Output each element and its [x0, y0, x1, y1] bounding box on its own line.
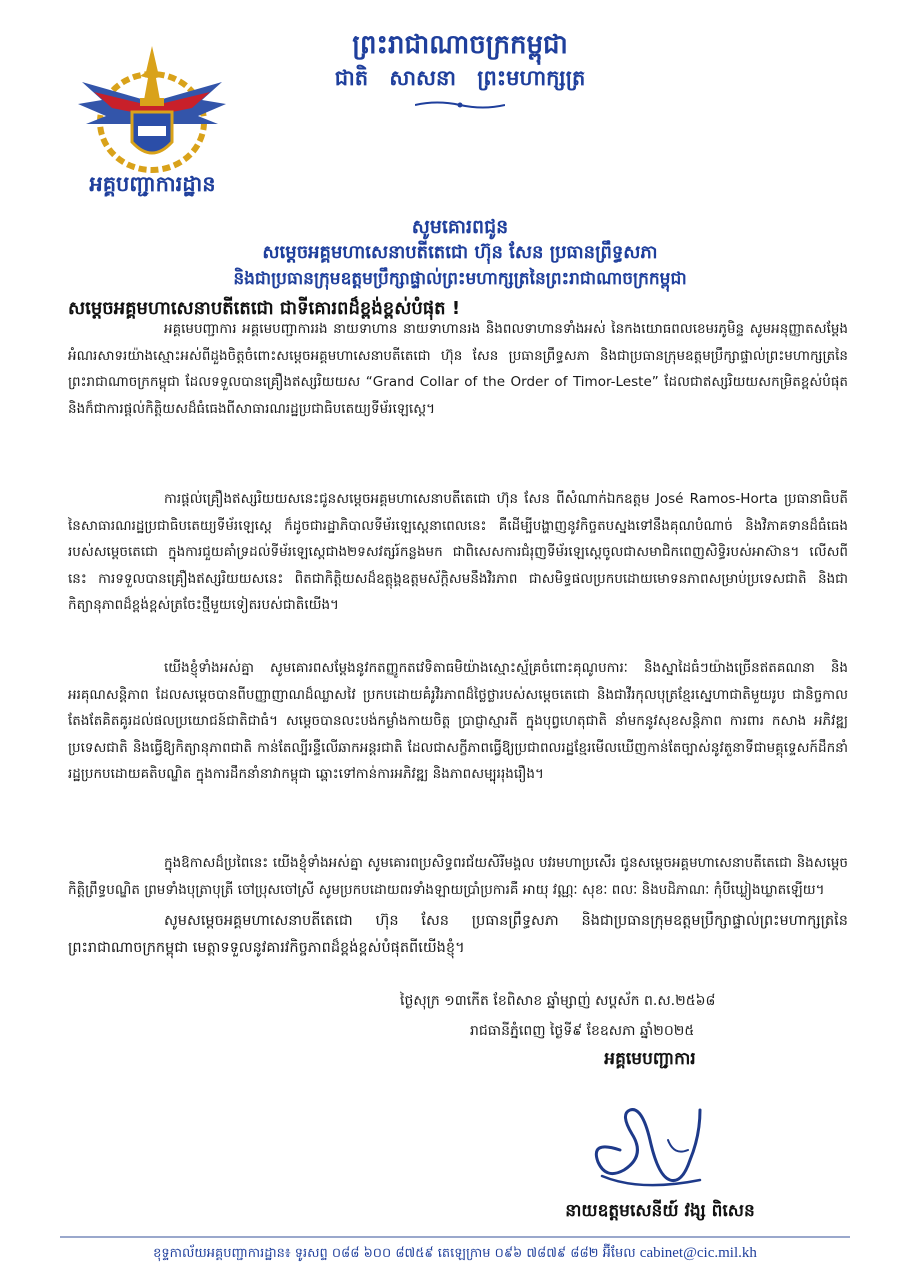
footer-divider [60, 1236, 850, 1238]
paragraph-3: យើងខ្ញុំទាំងអស់គ្នា សូមគោរពសម្តែងនូវកតញ្ញូកតវេទិតាធមិយ៉ាងស្មោះស្ម័គ្រចំពោះគុណូបការៈ និងស្នាដៃធំៗយ៉ាងច្រើនឥតគណនា និងអរគុណសន្តិភាព ដែលសម្តេចបានពីបញ្ញាញាណដ៏ឈ្លាសវៃ ប្រកបដោយគំរូវិរភាពដ៏ថ្លៃថ្លារបស់សម្តេចតេជោ និងជាវីរកុលបុត្រខ្មែរស្នេហាជាតិមួយរូប ជានិច្ចកាលតែងតែគិតគូរដល់ផលប្រយោជន៍ជាតិជាធំ។ សម្តេចបានលះបង់កម្លាំងកាយចិត្ត ប្រាជ្ញាស្មារតី ក្នុងបុព្វហេតុជាតិ នាំមកនូវសុខសន្តិភាព ការពារ កសាង អភិវឌ្ឍប្រទេសជាតិ និងធ្វើឱ្យកិត្យានុភាពជាតិ កាន់តែល្បីរន្ទឺលើឆាកអន្តរជាតិ ដែលជាសក្ខីភាពធ្វើឱ្យប្រជាពលរដ្ឋខ្មែរមើលឃើញកាន់តែច្បាស់នូវតួនាទីជាមគ្គុទ្ទេសក៍ដឹកនាំរដ្ឋប្រកបដោយគតិបណ្ឌិត ក្នុងការដឹកនាំនាវាកម្ពុជា ឆ្ពោះទៅកាន់ការអភិវឌ្ឍ និងភាពសម្បុររុងរឿង។ [68, 660, 848, 783]
kingdom-title: ព្រះរាជាណាចក្រកម្ពុជា [352, 30, 568, 60]
address-line-2: សម្តេចអគ្គមហាសេនាបតីតេជោ ហ៊ុន សែន ប្រធានព្រឹទ្ធសភា [262, 242, 658, 263]
paragraph-4: ក្នុងឱកាសដ៏ប្រពៃនេះ យើងខ្ញុំទាំងអស់គ្នា សូមគោរពប្រសិទ្ធពរជ័យសិរីមង្គល បវរមហាប្រសើរ ជូនសម្តេចអគ្គមហាសេនាបតីតេជោ និងសម្តេចកិត្តិព្រឹទ្ធបណ្ឌិត ព្រមទាំងបុត្រាបុត្រី ចៅប្រុសចៅស្រី សូមប្រកបដោយពរទាំងឡាយប្រាំប្រការគឺ អាយុ វណ្ណៈ សុខៈ ពលៈ និងបដិភាណៈ កុំបីឃ្លៀងឃ្លាតឡើយ។ [68, 855, 848, 898]
signer-title: អគ្គមេបញ្ជាការ [604, 1049, 696, 1069]
address-line-3: និងជាប្រធានក្រុមឧត្តមប្រឹក្សាផ្ទាល់ព្រះមហាក្សត្រនៃព្រះរាជាណាចក្រកម្ពុជា [233, 269, 687, 289]
footer-email-link[interactable]: cabinet@cic.mil.kh [639, 1245, 757, 1261]
military-emblem-icon [72, 42, 232, 174]
paragraph-1: អគ្គមេបញ្ជាការ អគ្គមេបញ្ជាការរង នាយទាហាន នាយទាហានរង និងពលទាហានទាំងអស់ នៃកងយោធពលខេមរភូមិន្ទ សូមអនុញ្ញាតសម្តែងអំណរសាទរយ៉ាងស្មោះអស់ពីដួងចិត្តចំពោះសម្តេចអគ្គមហាសេនាបតីតេជោ ហ៊ុន សែន ប្រធានព្រឹទ្ធសភា និងជាប្រធានក្រុមឧត្តមប្រឹក្សាផ្ទាល់ព្រះមហាក្សត្រនៃព្រះរាជាណាចក្រកម្ពុជា ដែលទទួលបានគ្រឿងឥស្សរិយយស “Grand Collar of the Order of Timor-Leste” ដែលជាឥស្សរិយយសកម្រិតខ្ពស់បំផុត និងក៏ជាការផ្តល់កិត្តិយសដ៏ធំធេងពីសាធារណរដ្ឋប្រជាធិបតេយ្យទីម័រឡេស្តេ។ [68, 321, 848, 417]
department-name: អគ្គបញ្ជាការដ្ឋាន [89, 172, 216, 196]
signer-name: នាយឧត្តមសេនីយ៍ វង្ស ពិសេន [565, 1201, 755, 1221]
paragraph-2: ការផ្តល់គ្រឿងឥស្សរិយយសនេះជូនសម្តេចអគ្គមហាសេនាបតីតេជោ ហ៊ុន សែន ពីសំណាក់ឯកឧត្តម José Ramos-Horta ប្រធានាធិបតីនៃសាធារណរដ្ឋប្រជាធិបតេយ្យទីម័រឡេស្តេ ក៏ដូចជារដ្ឋាភិបាលទីម័រឡេស្តេនាពេលនេះ គឺដើម្បីបង្ហាញនូវកិច្ចតបស្នងទៅនឹងគុណបំណាច់ និងវិភាគទានដ៏ធំធេងរបស់សម្តេចតេជោ ក្នុងការជួយគាំទ្រដល់ទីម័រឡេស្តេជាង២ទសវត្សរ៍កន្លងមក ជាពិសេសការជំរុញទីម័រឡេស្តេចូលជាសមាជិកពេញសិទ្ធិរបស់អាស៊ាន។ លើសពីនេះ ការទទួលបានគ្រឿងឥស្សរិយយសនេះ ពិតជាកិត្តិយសដ៏ឧត្តុង្គឧត្តមស័ក្តិសមនឹងវិរភាព ជាសមិទ្ធផលប្រកបដោយមោទនភាពសម្រាប់ប្រទេសជាតិ និងជាកិត្យានុភាពដ៏ខ្ពង់ខ្ពស់ត្រចែះថ្មីមួយទៀតរបស់ជាតិយើង។ [68, 491, 848, 614]
salutation: សម្តេចអគ្គមហាសេនាបតីតេជោ ជាទីគោរពដ៏ខ្ពង់ខ្ពស់បំផុត ! [68, 298, 461, 319]
address-line-1: សូមគោរពជូន [411, 216, 509, 238]
lunar-date: ថ្ងៃសុក្រ ១៣កើត ខែពិសាខ ឆ្នាំម្សាញ់ សប្តស័ក ព.ស.២៥៦៨ [400, 993, 716, 1009]
footer-contact [40, 1241, 870, 1266]
divider-ornament-icon [415, 100, 505, 110]
place-date: រាជធានីភ្នំពេញ ថ្ងៃទី៩ ខែឧសភា ឆ្នាំ២០២៥ [470, 1023, 695, 1039]
footer-contact-text: ខុទ្ទកាល័យអគ្គបញ្ជាការដ្ឋាន៖ ទូរសព្ទ ០៨៨ ៦០០ ៨៧៥៩ តេឡេក្រាម ០៩៦ ៧៨៧៩ ៨៨២ អ៊ីមែល [153, 1246, 636, 1261]
national-motto: ជាតិ សាសនា ព្រះមហាក្សត្រ [334, 66, 586, 90]
paragraph-5: សូមសម្តេចអគ្គមហាសេនាបតីតេជោ ហ៊ុន សែន ប្រធានព្រឹទ្ធសភា និងជាប្រធានក្រុមឧត្តមប្រឹក្សាផ្ទាល់ព្រះមហាក្សត្រនៃព្រះរាជាណាចក្រកម្ពុជា មេត្តាទទួលនូវគារវកិច្ចភាពដ៏ខ្ពង់ខ្ពស់បំផុតពីយើងខ្ញុំ។ [68, 913, 848, 956]
